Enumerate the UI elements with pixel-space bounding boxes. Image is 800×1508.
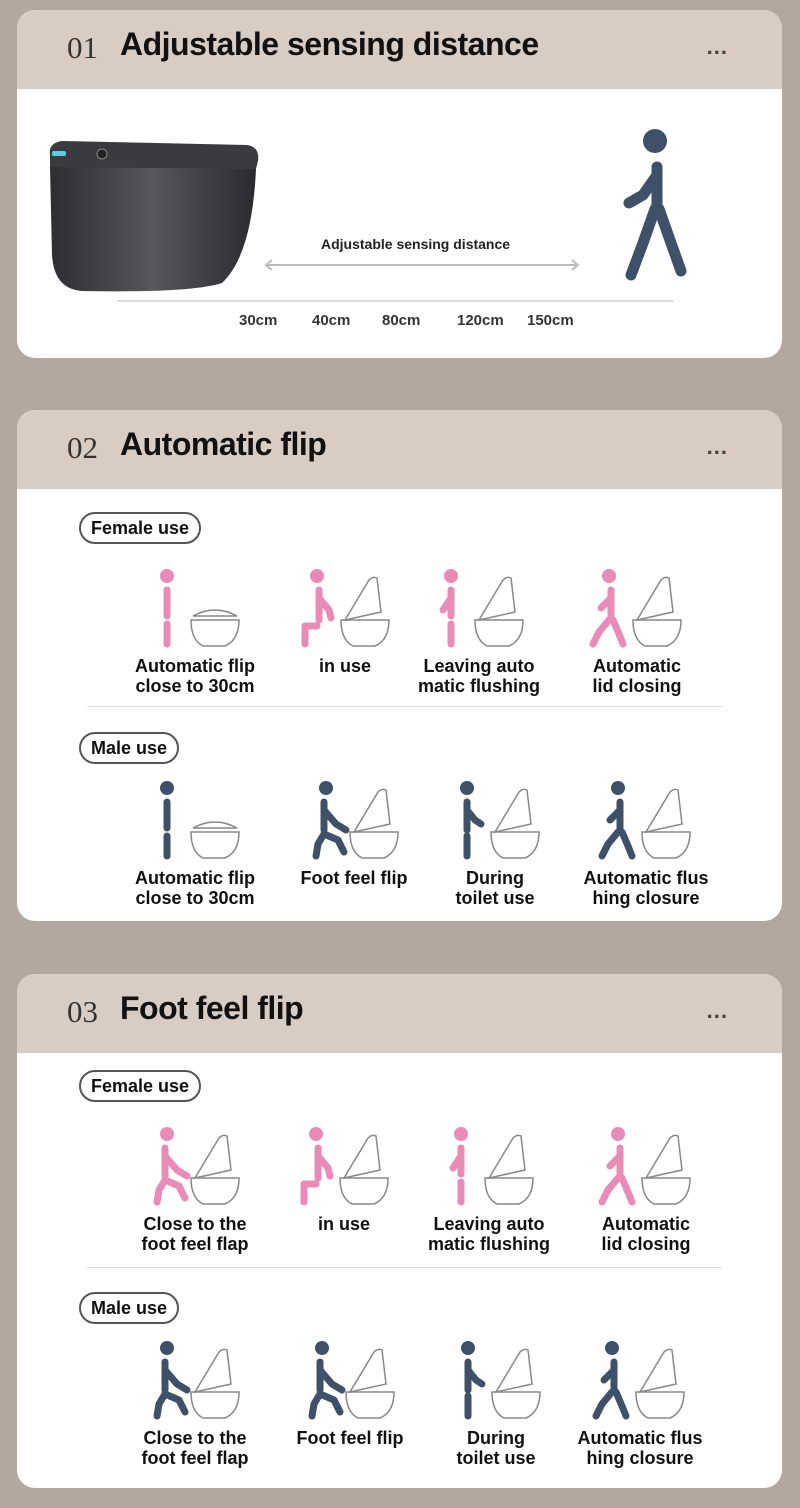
person-toilet-icon [429, 568, 529, 650]
divider [87, 1267, 722, 1268]
distance-arrow [262, 258, 582, 272]
tick-label: 40cm [312, 312, 351, 329]
female-use-tag: Female use [79, 512, 201, 544]
step-item [420, 780, 570, 908]
step-item [279, 780, 429, 888]
step-item [421, 1340, 571, 1468]
more-icon[interactable]: ... [706, 998, 728, 1023]
section-header [17, 410, 782, 489]
arrow-label: Adjustable sensing distance [321, 236, 511, 252]
step-item [571, 1126, 721, 1254]
toilet-illustration [42, 135, 262, 295]
tick-label: 150cm [527, 312, 574, 329]
step-caption: Automatic flip close to 30cm [135, 868, 255, 908]
person-toilet-icon [300, 1340, 400, 1422]
step-item [275, 1340, 425, 1448]
step-item [404, 568, 554, 696]
step-caption: Foot feel flip [296, 1428, 404, 1448]
step-caption: Automatic lid closing [592, 656, 682, 696]
step-caption: Close to the foot feel flap [141, 1214, 249, 1254]
section-number: 02 [67, 430, 98, 465]
more-icon[interactable]: ... [706, 34, 728, 59]
step-item [562, 568, 712, 696]
step-item [414, 1126, 564, 1254]
step-item [120, 780, 270, 908]
divider [87, 706, 722, 707]
step-caption: Automatic flus hing closure [577, 1428, 703, 1468]
walking-person-toilet-icon [596, 1126, 696, 1208]
step-item [120, 568, 270, 696]
person-toilet-icon [304, 780, 404, 862]
tick-label: 80cm [382, 312, 421, 329]
person-toilet-icon [445, 780, 545, 862]
tick-label: 30cm [239, 312, 278, 329]
step-item [269, 1126, 419, 1234]
step-caption: in use [317, 1214, 370, 1234]
seated-person-toilet-icon [294, 1126, 394, 1208]
step-item [120, 1126, 270, 1254]
step-caption: During toilet use [456, 1428, 536, 1468]
step-caption: Automatic flip close to 30cm [135, 656, 255, 696]
section-header [17, 10, 782, 89]
section-header [17, 974, 782, 1053]
foot-feel-flip-card [17, 974, 782, 1488]
male-use-tag: Male use [79, 732, 179, 764]
person-toilet-icon [145, 780, 245, 862]
step-item [565, 1340, 715, 1468]
section-number: 01 [67, 30, 98, 65]
walking-person-toilet-icon [596, 780, 696, 862]
step-caption: During toilet use [455, 868, 535, 908]
step-caption: Foot feel flip [300, 868, 408, 888]
step-caption: Leaving auto matic flushing [417, 656, 540, 696]
section-title: Automatic flip [120, 426, 327, 462]
sensing-distance-card [17, 10, 782, 358]
person-toilet-icon [145, 568, 245, 650]
person-toilet-icon [145, 1340, 245, 1422]
floor-line [117, 300, 673, 302]
walking-person-icon [619, 125, 689, 285]
walking-person-toilet-icon [590, 1340, 690, 1422]
step-item [270, 568, 420, 676]
step-caption: Leaving auto matic flushing [427, 1214, 550, 1254]
person-toilet-icon [439, 1126, 539, 1208]
step-item [571, 780, 721, 908]
seated-person-toilet-icon [295, 568, 395, 650]
step-caption: Automatic flus hing closure [583, 868, 709, 908]
person-toilet-icon [145, 1126, 245, 1208]
step-caption: Automatic lid closing [601, 1214, 691, 1254]
step-caption: in use [318, 656, 371, 676]
step-caption: Close to the foot feel flap [141, 1428, 249, 1468]
step-item [120, 1340, 270, 1468]
female-use-tag: Female use [79, 1070, 201, 1102]
section-title: Adjustable sensing distance [120, 26, 539, 62]
person-toilet-icon [446, 1340, 546, 1422]
automatic-flip-card [17, 410, 782, 921]
more-icon[interactable]: ... [706, 434, 728, 459]
tick-label: 120cm [457, 312, 504, 329]
section-title: Foot feel flip [120, 990, 304, 1026]
male-use-tag: Male use [79, 1292, 179, 1324]
section-number: 03 [67, 994, 98, 1029]
walking-person-toilet-icon [587, 568, 687, 650]
